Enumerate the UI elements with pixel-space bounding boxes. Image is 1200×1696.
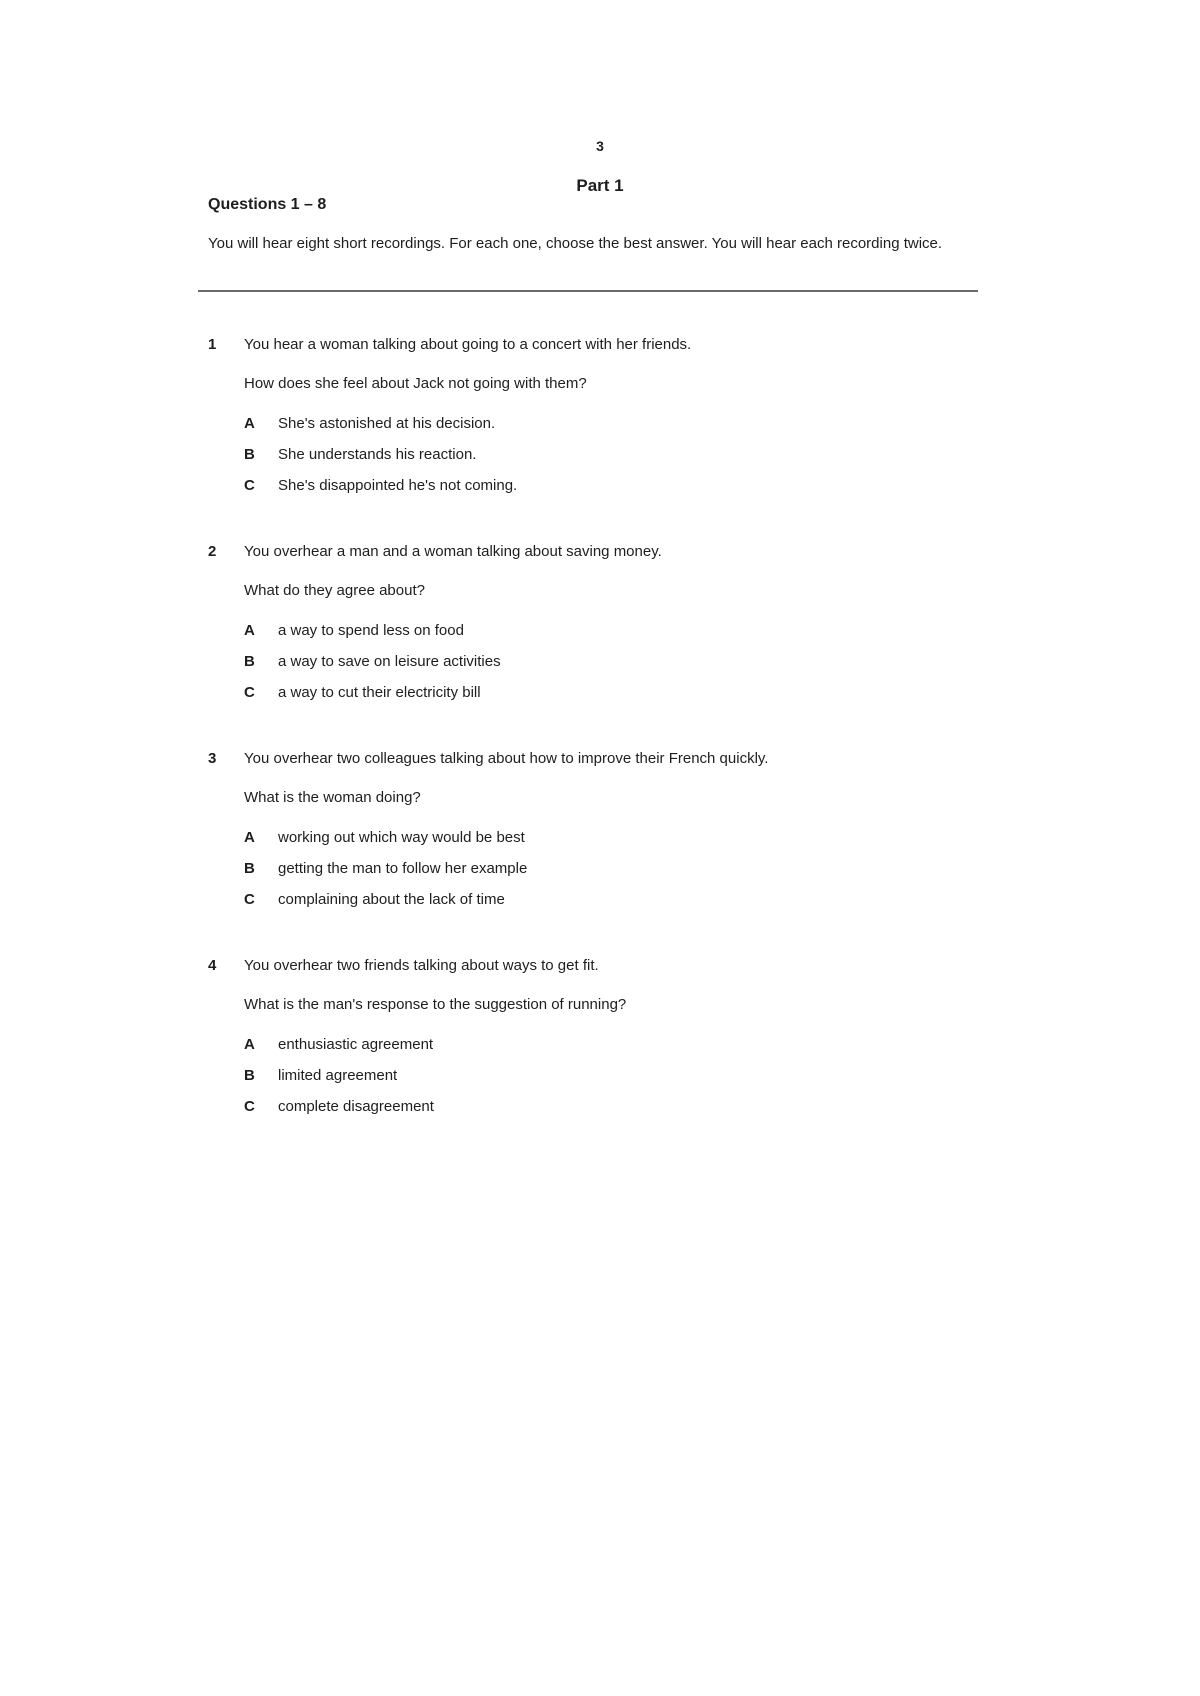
option-letter: C bbox=[244, 891, 255, 908]
question-number: 2 bbox=[208, 543, 217, 560]
option-c[interactable] bbox=[244, 684, 481, 701]
option-letter: A bbox=[244, 622, 255, 639]
questions-heading: Questions 1 – 8 bbox=[208, 196, 327, 213]
instructions: You will hear eight short recordings. For each one, choose the best answer. You will hear each recording twice. bbox=[208, 235, 943, 252]
option-b[interactable] bbox=[244, 860, 527, 877]
option-text: limited agreement bbox=[278, 1067, 398, 1084]
option-text: a way to spend less on food bbox=[278, 622, 464, 639]
question-number: 1 bbox=[208, 336, 217, 353]
option-letter: A bbox=[244, 1036, 255, 1053]
option-letter: B bbox=[244, 860, 255, 877]
option-text: She's astonished at his decision. bbox=[278, 415, 496, 432]
option-letter: B bbox=[244, 446, 255, 463]
question-text: What do they agree about? bbox=[244, 582, 425, 599]
option-letter: B bbox=[244, 653, 255, 670]
question-number: 3 bbox=[208, 750, 217, 767]
option-b[interactable] bbox=[244, 446, 476, 463]
option-letter: C bbox=[244, 1098, 255, 1115]
option-text: a way to cut their electricity bill bbox=[278, 684, 481, 701]
page-number: 3 bbox=[596, 138, 604, 154]
option-c[interactable] bbox=[244, 891, 505, 908]
question-intro: You hear a woman talking about going to a concert with her friends. bbox=[244, 336, 692, 353]
option-text: complete disagreement bbox=[278, 1098, 434, 1115]
option-text: complaining about the lack of time bbox=[278, 891, 505, 908]
option-text: enthusiastic agreement bbox=[278, 1036, 434, 1053]
option-c[interactable] bbox=[244, 1098, 434, 1115]
question-intro: You overhear two colleagues talking about how to improve their French quickly. bbox=[244, 750, 769, 767]
question-text: What is the man's response to the suggestion of running? bbox=[244, 996, 627, 1013]
option-text: getting the man to follow her example bbox=[278, 860, 528, 877]
option-text: She's disappointed he's not coming. bbox=[278, 477, 518, 494]
option-b[interactable] bbox=[244, 1067, 397, 1084]
question-intro: You overhear two friends talking about ways to get fit. bbox=[244, 957, 599, 974]
option-b[interactable] bbox=[244, 653, 501, 670]
option-a[interactable] bbox=[244, 829, 525, 846]
option-letter: C bbox=[244, 477, 255, 494]
question-intro: You overhear a man and a woman talking about saving money. bbox=[244, 543, 662, 560]
option-c[interactable] bbox=[244, 477, 517, 494]
question-text: How does she feel about Jack not going with them? bbox=[244, 375, 587, 392]
question-number: 4 bbox=[208, 957, 217, 974]
divider-rule bbox=[198, 290, 978, 292]
option-text: She understands his reaction. bbox=[278, 446, 477, 463]
option-text: a way to save on leisure activities bbox=[278, 653, 501, 670]
question-text: What is the woman doing? bbox=[244, 789, 421, 806]
option-letter: A bbox=[244, 415, 255, 432]
option-a[interactable] bbox=[244, 415, 495, 432]
option-text: working out which way would be best bbox=[278, 829, 525, 846]
part-title: Part 1 bbox=[576, 176, 624, 195]
option-a[interactable] bbox=[244, 1036, 433, 1053]
option-letter: A bbox=[244, 829, 255, 846]
option-letter: C bbox=[244, 684, 255, 701]
option-a[interactable] bbox=[244, 622, 464, 639]
option-letter: B bbox=[244, 1067, 255, 1084]
